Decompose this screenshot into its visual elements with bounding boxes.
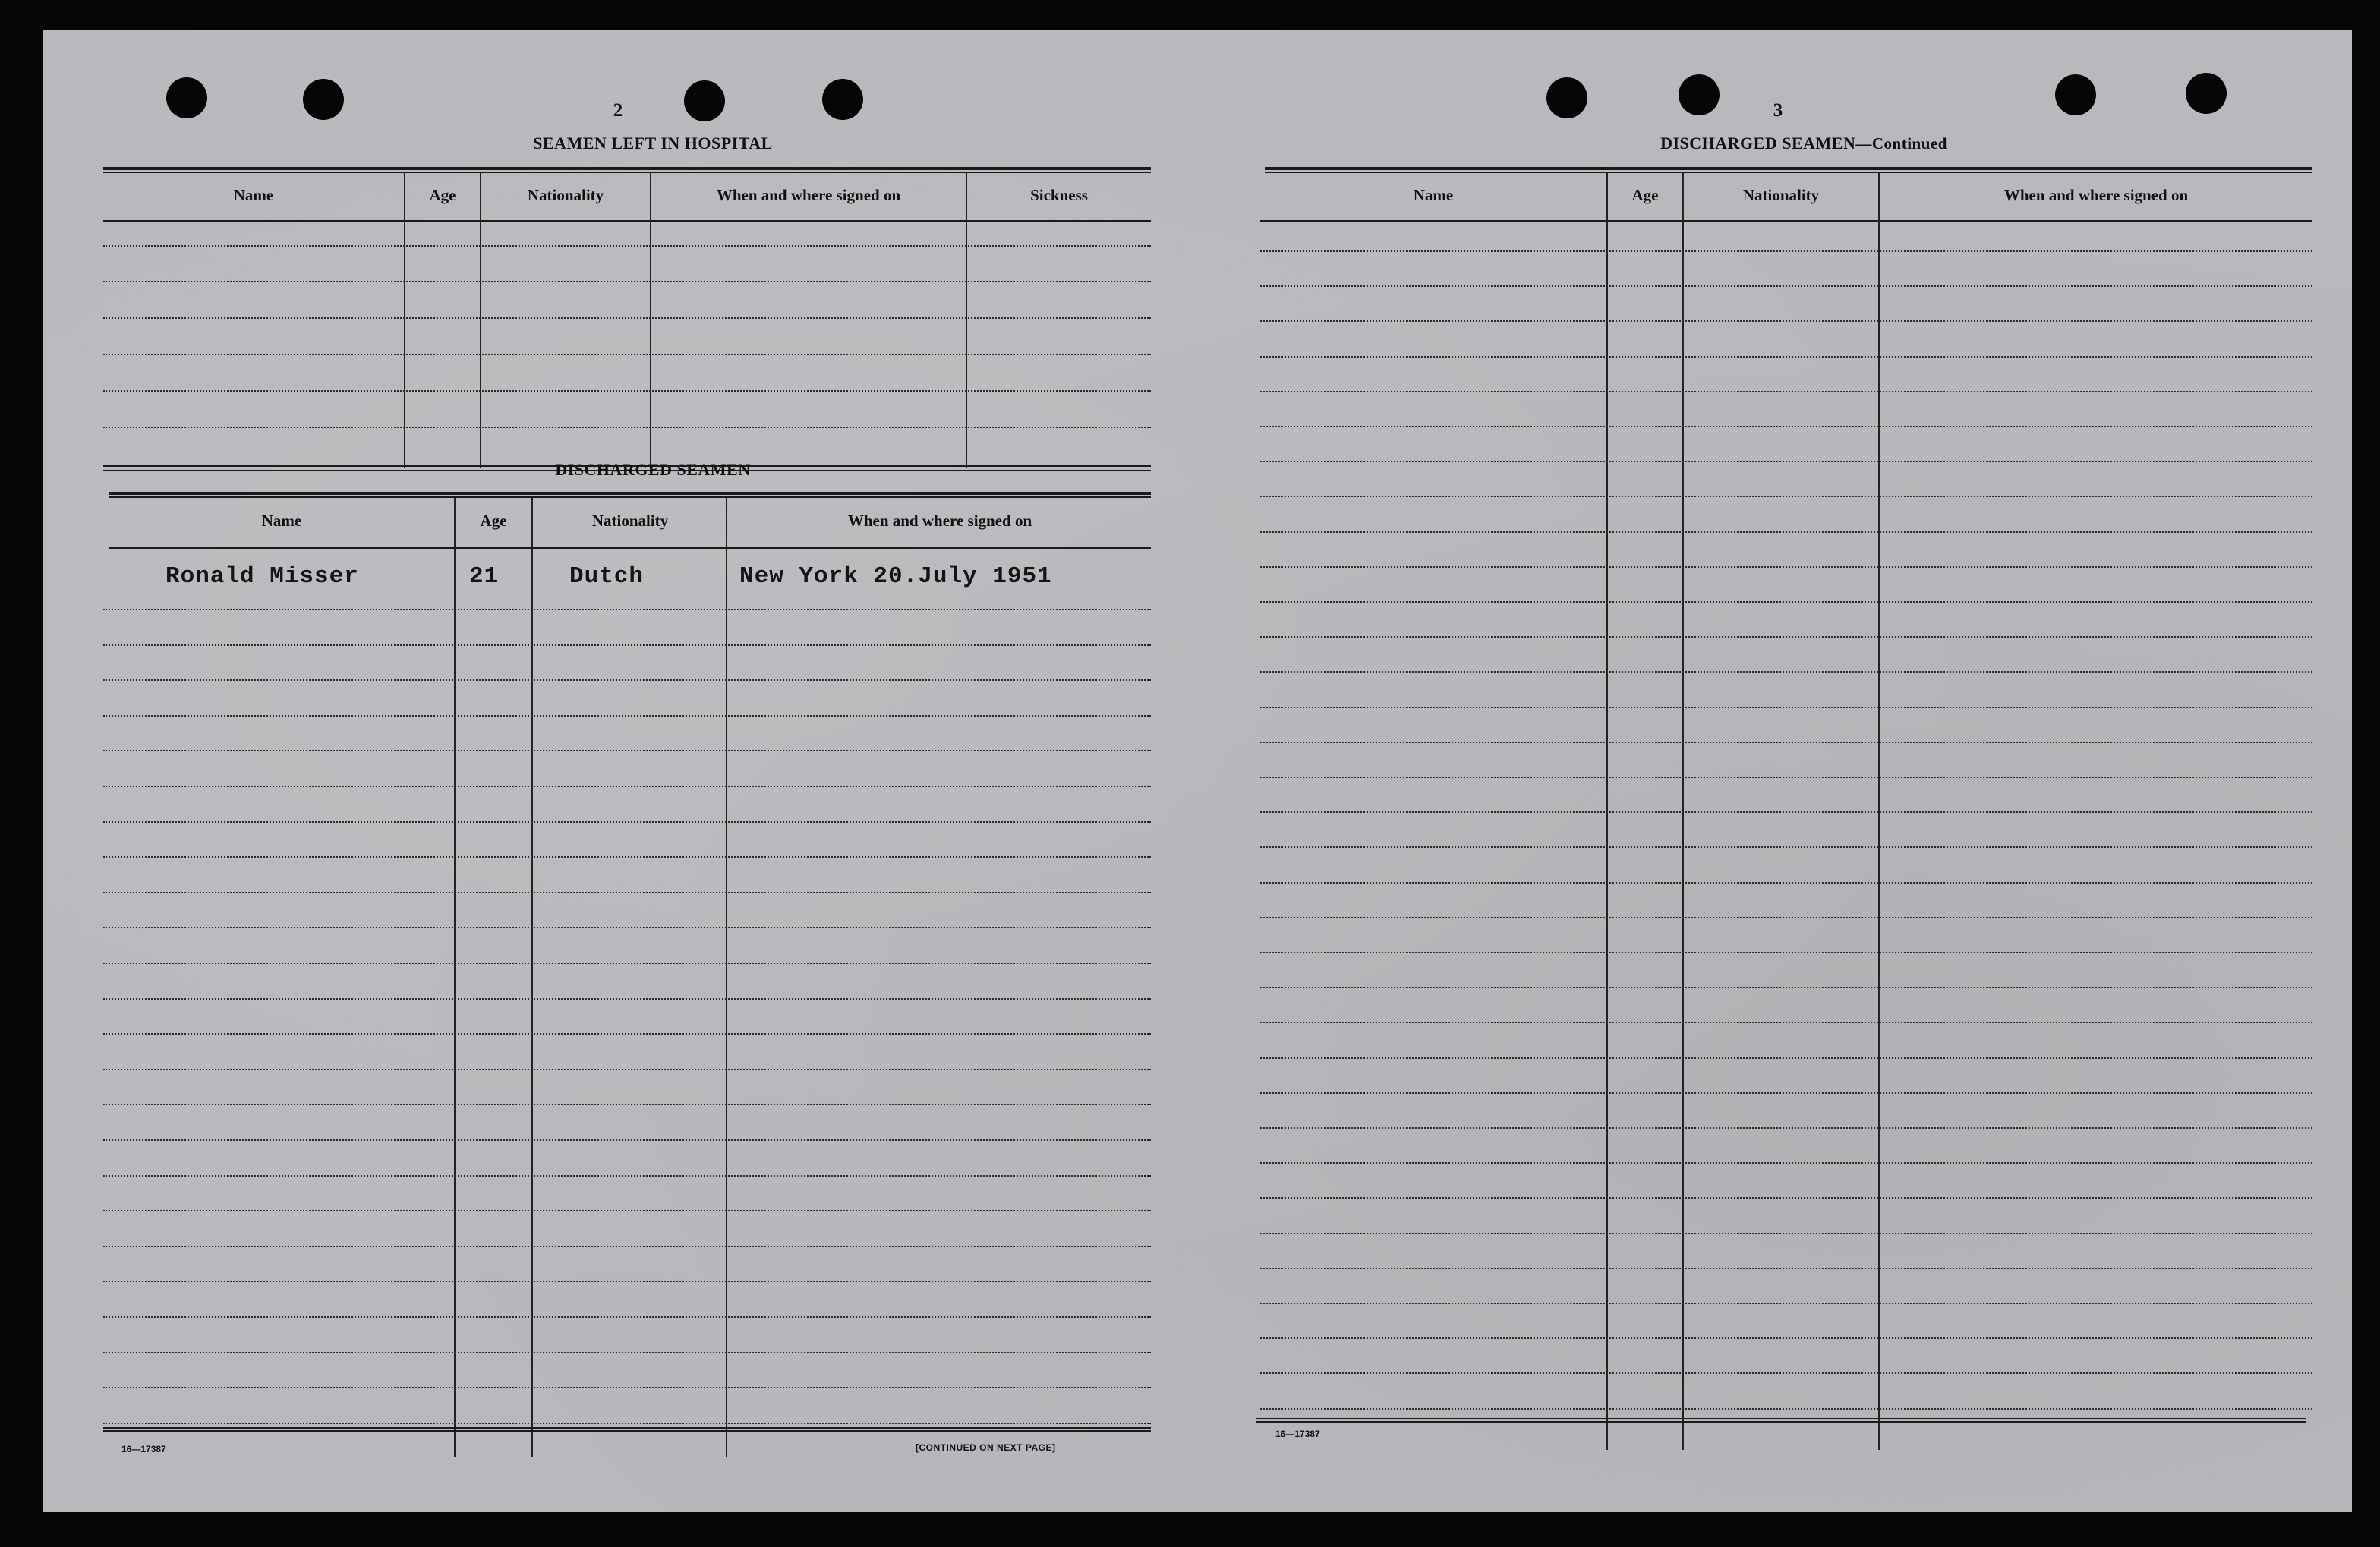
discharged-row-nationality: Dutch (569, 563, 645, 590)
table-row-line (103, 786, 1151, 787)
column-header-age: Age (429, 186, 456, 204)
discharged-row-signed-on: New York 20.July 1951 (739, 563, 1052, 590)
table-row-line (103, 821, 1151, 823)
table-row-line (1260, 461, 2312, 462)
column-header-nationality: Nationality (1742, 186, 1820, 204)
column-divider (531, 498, 533, 1457)
table-bottom-rule (1256, 1421, 2306, 1423)
column-header-age: Age (1631, 186, 1659, 204)
column-divider (454, 498, 456, 1457)
discharged-row-age: 21 (469, 563, 500, 590)
table-row-line (103, 1033, 1151, 1035)
column-header-nationality: Nationality (591, 512, 669, 530)
punch-hole (684, 80, 725, 121)
table-row-line (1260, 671, 2312, 673)
table-row-line (103, 1069, 1151, 1070)
header-bottom-rule (1260, 220, 2312, 222)
page-number: 3 (1773, 100, 1783, 121)
column-header-signed-on: When and where signed on (2003, 186, 2189, 204)
table-row-line (1260, 707, 2312, 708)
table-bottom-rule (1256, 1418, 2306, 1419)
table-row-line (1260, 742, 2312, 743)
table-row-line (1260, 1233, 2312, 1234)
column-header-name: Name (261, 512, 302, 530)
table-row-line (1260, 1197, 2312, 1199)
table-row-line (1260, 285, 2312, 287)
punch-hole (822, 79, 863, 120)
column-header-name: Name (1413, 186, 1454, 204)
column-divider (966, 173, 967, 468)
table-row-line (103, 856, 1151, 858)
table-row-line (103, 317, 1151, 319)
continued-section-title (1546, 134, 2062, 153)
column-header-sickness: Sickness (1030, 186, 1088, 204)
table-row-line (103, 354, 1151, 355)
table-row-line (1260, 391, 2312, 392)
table-row-line (103, 963, 1151, 964)
table-row-line (1260, 1408, 2312, 1410)
table-row-line (103, 927, 1151, 928)
table-row-line (103, 1104, 1151, 1105)
table-row-line (103, 679, 1151, 681)
table-row-line (1260, 1268, 2312, 1269)
table-row-line (103, 1281, 1151, 1282)
table-row-line (103, 1316, 1151, 1318)
form-code: 16—17387 (121, 1444, 166, 1454)
discharged-row-name: Ronald Misser (165, 563, 359, 590)
table-row-line (1260, 1057, 2312, 1059)
table-row-line (103, 1246, 1151, 1247)
column-header-name: Name (233, 186, 274, 204)
table-top-rule (109, 492, 1151, 495)
page-number: 2 (613, 100, 623, 121)
table-row-line (1260, 320, 2312, 322)
table-row-line (1260, 636, 2312, 638)
table-row-line (1260, 1092, 2312, 1094)
column-header-signed-on: When and where signed on (716, 186, 901, 204)
table-top-rule (1265, 172, 2312, 173)
punch-hole (303, 79, 344, 120)
table-row-line (1260, 1303, 2312, 1304)
table-row-line (1260, 882, 2312, 884)
table-row-line (1260, 1022, 2312, 1023)
table-bottom-rule (103, 1430, 1151, 1432)
table-row-line (103, 1139, 1151, 1141)
punch-hole (2186, 73, 2227, 114)
table-row-line (1260, 601, 2312, 603)
table-row-line (1260, 531, 2312, 533)
table-top-rule (1265, 167, 2312, 170)
column-divider (480, 173, 481, 468)
table-row-line (103, 390, 1151, 392)
punch-hole (2055, 74, 2096, 115)
table-top-rule (103, 167, 1151, 170)
column-divider (726, 498, 727, 1457)
table-row-line (1260, 777, 2312, 778)
table-row-line (103, 1423, 1151, 1424)
table-row-line (1260, 846, 2312, 848)
table-row-line (1260, 356, 2312, 358)
table-row-line (1260, 952, 2312, 953)
continued-title-main: DISCHARGED SEAMEN (1660, 134, 1856, 153)
table-row-line (103, 715, 1151, 717)
table-row-line (1260, 917, 2312, 918)
table-row-line (103, 998, 1151, 1000)
table-row-line (1260, 811, 2312, 813)
table-row-line (103, 427, 1151, 428)
table-row-line (103, 750, 1151, 751)
table-row-line (1260, 1162, 2312, 1164)
table-top-rule (103, 172, 1151, 173)
table-row-line (1260, 1127, 2312, 1129)
column-header-age: Age (480, 512, 507, 530)
punch-hole (1546, 77, 1587, 118)
table-row-line (1260, 1372, 2312, 1374)
table-row-line (1260, 1337, 2312, 1339)
document-sheet (43, 30, 2352, 1512)
table-row-line (103, 609, 1151, 610)
continued-title-suffix: —Continued (1855, 134, 1947, 153)
table-row-line (1260, 250, 2312, 252)
column-divider (404, 173, 405, 468)
punch-hole (166, 77, 207, 118)
column-header-nationality: Nationality (527, 186, 604, 204)
hospital-section-title: SEAMEN LEFT IN HOSPITAL (533, 134, 773, 153)
header-bottom-rule (103, 220, 1151, 222)
discharged-section-title: DISCHARGED SEAMEN (555, 460, 751, 479)
table-row-line (103, 1210, 1151, 1211)
column-divider (650, 173, 651, 468)
table-row-line (103, 644, 1151, 646)
table-row-line (1260, 566, 2312, 568)
table-row-line (103, 1175, 1151, 1177)
continued-note: [CONTINUED ON NEXT PAGE] (916, 1442, 1056, 1453)
table-row-line (1260, 496, 2312, 497)
table-row-line (103, 281, 1151, 282)
punch-hole (1679, 74, 1720, 115)
table-bottom-rule (103, 1427, 1151, 1429)
table-row-line (1260, 426, 2312, 427)
table-row-line (103, 892, 1151, 893)
table-row-line (1260, 987, 2312, 988)
column-header-signed-on: When and where signed on (847, 512, 1032, 530)
table-top-rule (109, 496, 1151, 498)
table-row-line (103, 1387, 1151, 1388)
form-code: 16—17387 (1275, 1429, 1320, 1439)
table-row-line (103, 245, 1151, 247)
table-row-line (103, 1352, 1151, 1353)
header-bottom-rule (109, 547, 1151, 549)
